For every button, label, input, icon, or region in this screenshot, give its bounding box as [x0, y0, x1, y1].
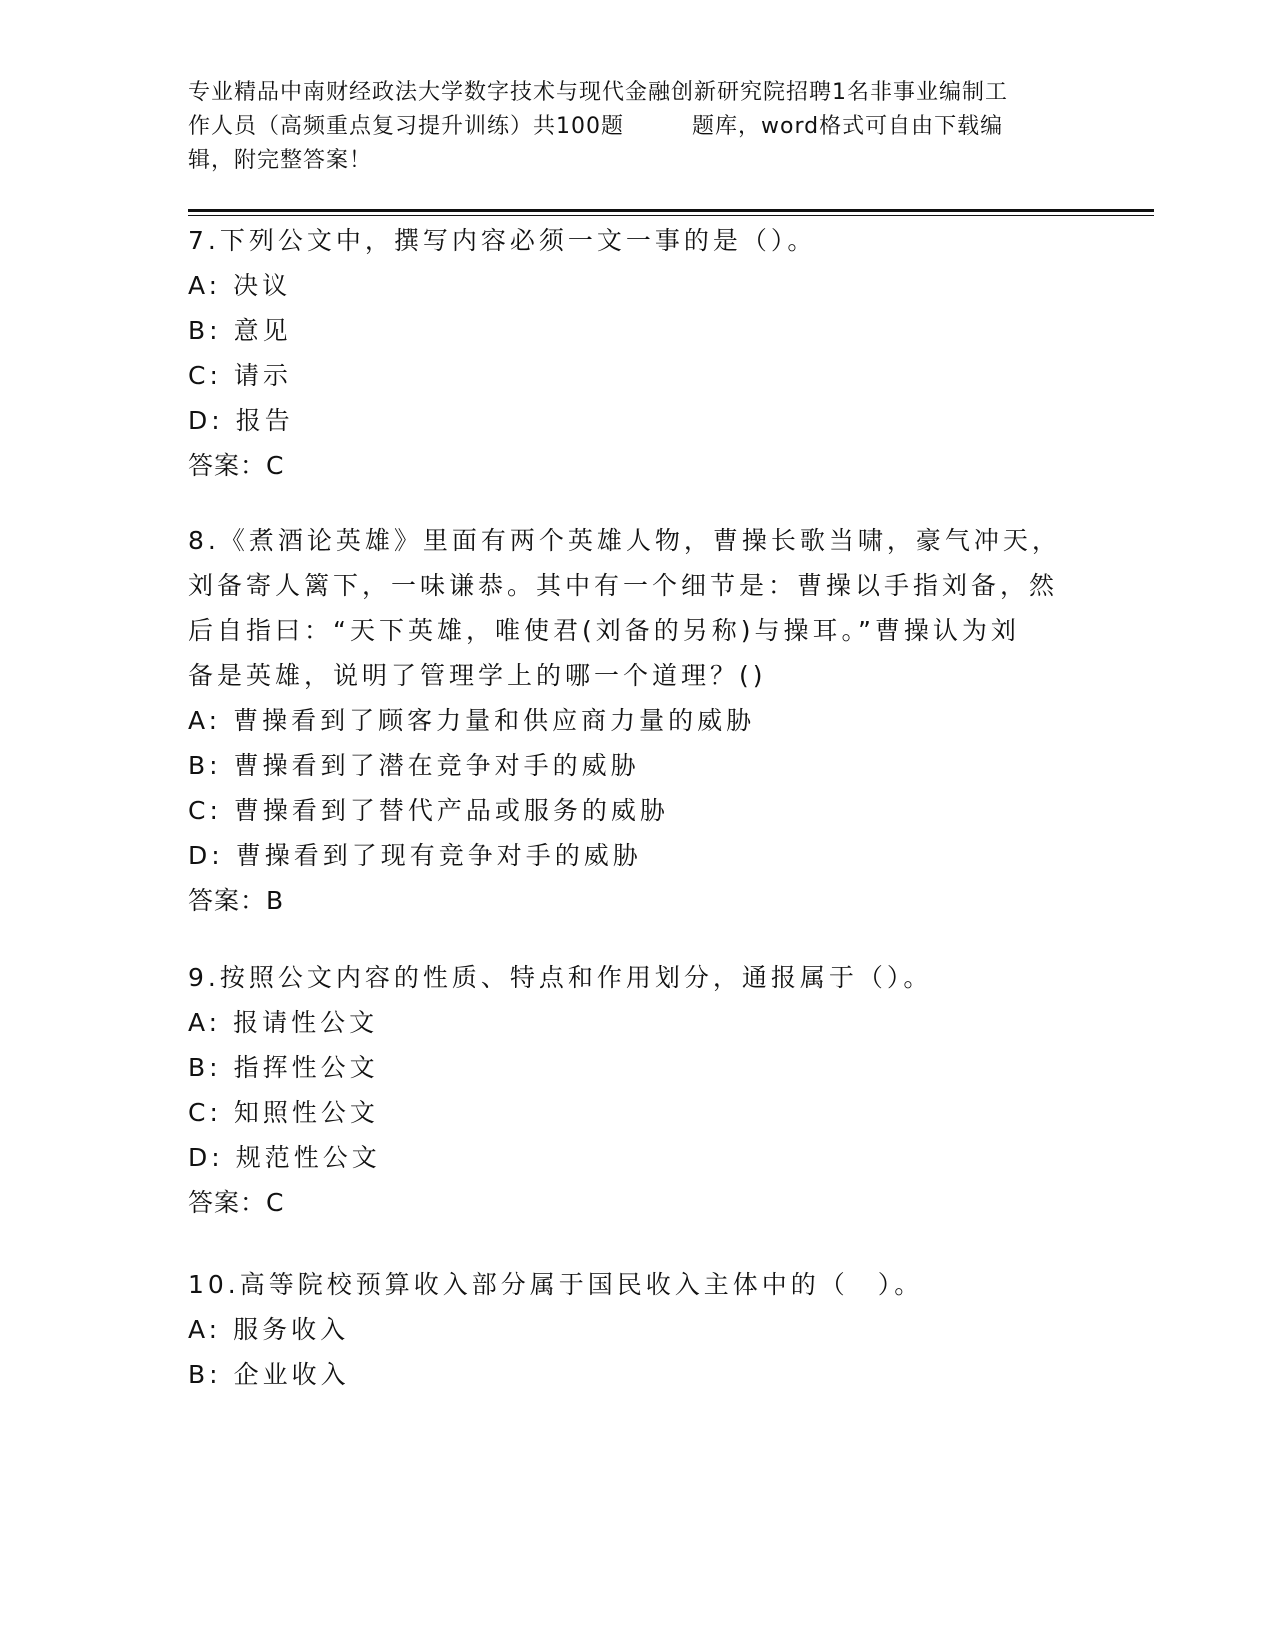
question-8 — [188, 518, 1088, 923]
header-line-2-part-2: 题库，word格式可自由下载编 — [692, 114, 1004, 139]
option-text: 意见 — [233, 316, 292, 345]
option-c — [188, 353, 1088, 398]
header-divider-thick — [188, 209, 1154, 212]
answer: 答案：C — [188, 1188, 285, 1217]
option-d — [188, 398, 1088, 443]
option-key: A: — [188, 706, 222, 735]
option-text: 报告 — [235, 406, 294, 435]
option-text: 规范性公文 — [235, 1143, 381, 1172]
option-text: 指挥性公文 — [233, 1053, 379, 1082]
option-a — [188, 698, 1088, 743]
question-10 — [188, 1262, 1088, 1397]
option-b — [188, 743, 1088, 788]
answer: 答案：C — [188, 451, 285, 480]
option-key: D: — [188, 1143, 224, 1172]
option-text: 曹操看到了潜在竞争对手的威胁 — [233, 751, 640, 780]
question-9 — [188, 955, 1088, 1225]
option-key: B: — [188, 1053, 222, 1082]
option-text: 曹操看到了顾客力量和供应商力量的威胁 — [233, 706, 756, 735]
option-text: 曹操看到了替代产品或服务的威胁 — [233, 796, 669, 825]
question-text-line-3: 后自指曰：“天下英雄，唯使君(刘备的另称)与操耳。”曹操认为刘 — [188, 616, 1020, 645]
option-key: C: — [188, 361, 222, 390]
question-text: 10.高等院校预算收入部分属于国民收入主体中的（ ）。 — [188, 1270, 924, 1299]
option-key: D: — [188, 841, 224, 870]
option-d — [188, 833, 1088, 878]
header-line-3: 辑，附完整答案！ — [188, 148, 373, 173]
option-text: 曹操看到了现有竞争对手的威胁 — [235, 841, 642, 870]
option-key: A: — [188, 1008, 222, 1037]
option-c — [188, 788, 1088, 833]
option-text: 服务收入 — [233, 1315, 350, 1344]
question-text: 9.按照公文内容的性质、特点和作用划分，通报属于（）。 — [188, 963, 933, 992]
option-key: C: — [188, 1098, 222, 1127]
option-key: B: — [188, 316, 222, 345]
option-b — [188, 1352, 1088, 1397]
question-text-line-4: 备是英雄，说明了管理学上的哪一个道理？() — [188, 661, 767, 690]
option-text: 请示 — [233, 361, 292, 390]
answer: 答案：B — [188, 886, 285, 915]
option-key: D: — [188, 406, 224, 435]
option-c — [188, 1090, 1088, 1135]
option-key: B: — [188, 1360, 222, 1389]
option-text: 报请性公文 — [233, 1008, 379, 1037]
question-text: 7.下列公文中，撰写内容必须一文一事的是（）。 — [188, 226, 817, 255]
option-a — [188, 263, 1088, 308]
option-a — [188, 1000, 1088, 1045]
header-divider-thin — [188, 215, 1154, 216]
option-b — [188, 308, 1088, 353]
question-text-line-2: 刘备寄人篱下，一味谦恭。其中有一个细节是：曹操以手指刘备，然 — [188, 571, 1059, 600]
header-line-1: 专业精品中南财经政法大学数字技术与现代金融创新研究院招聘1名非事业编制工 — [188, 80, 1008, 105]
option-text: 决议 — [233, 271, 292, 300]
document-header — [188, 76, 1088, 178]
option-key: C: — [188, 796, 222, 825]
option-a — [188, 1307, 1088, 1352]
option-key: A: — [188, 271, 222, 300]
option-key: A: — [188, 1315, 222, 1344]
question-text-line-1: 8.《煮酒论英雄》里面有两个英雄人物，曹操长歌当啸，豪气冲天， — [188, 526, 1061, 555]
option-key: B: — [188, 751, 222, 780]
option-text: 企业收入 — [233, 1360, 350, 1389]
option-d — [188, 1135, 1088, 1180]
question-7 — [188, 218, 1088, 488]
header-line-2 — [188, 110, 1088, 144]
option-text: 知照性公文 — [233, 1098, 379, 1127]
option-b — [188, 1045, 1088, 1090]
header-line-2-part-1: 作人员（高频重点复习提升训练）共100题 — [188, 114, 624, 139]
